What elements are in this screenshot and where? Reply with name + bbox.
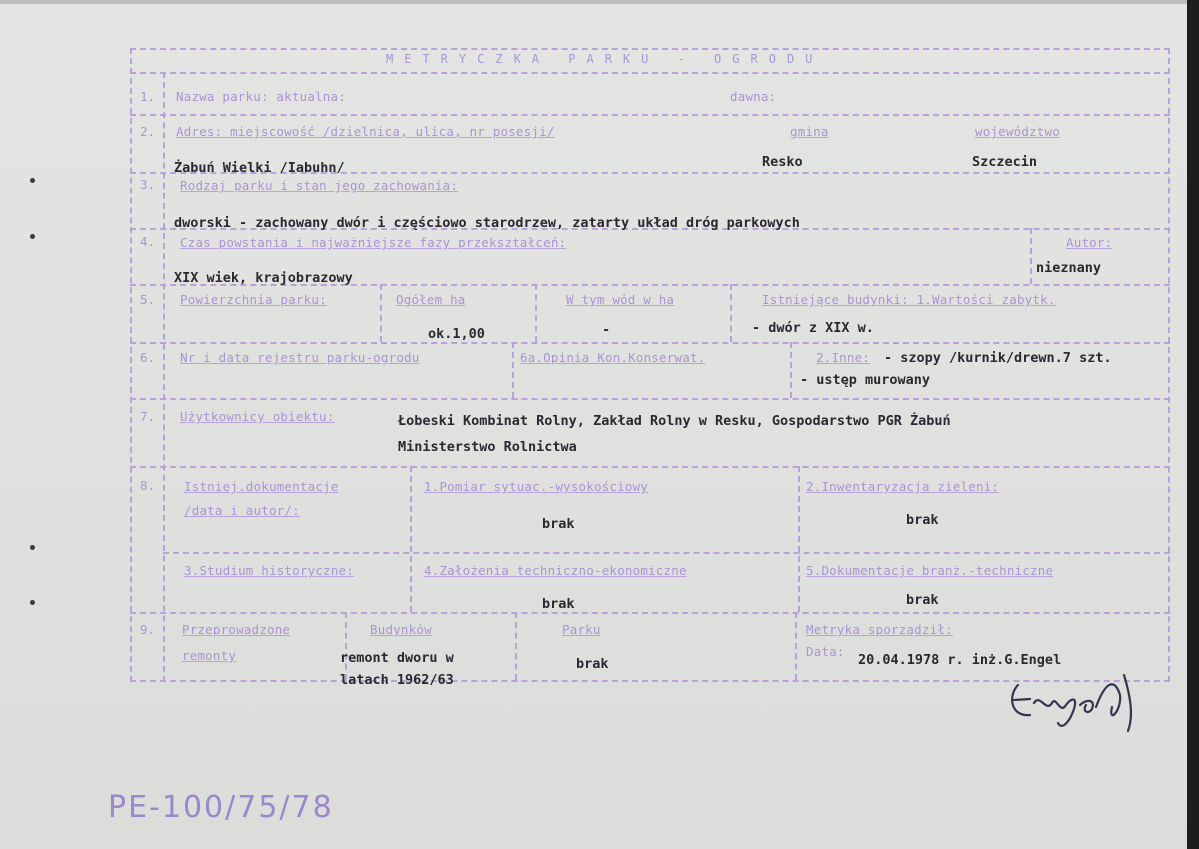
label-author: Autor: <box>1066 235 1113 250</box>
row-number: 5. <box>140 292 156 307</box>
label-documentation: Istniej.dokumentacje <box>184 479 339 494</box>
binder-hole <box>30 178 35 183</box>
label-voivodeship: województwo <box>975 124 1060 139</box>
value-greenery-inventory: brak <box>906 512 939 528</box>
value-gmina: Resko <box>762 154 803 170</box>
binder-hole <box>30 234 35 239</box>
value-tech-econ: brak <box>542 596 575 612</box>
cell-divider <box>790 342 792 398</box>
frame-left <box>130 48 132 682</box>
label-park-type: Rodzaj parku i stan jego zachowania: <box>180 178 459 193</box>
row-number: 8. <box>140 478 156 493</box>
row-line <box>130 114 1170 116</box>
row-line <box>130 466 1170 468</box>
number-column <box>163 72 165 682</box>
label-total-ha: Ogółem ha <box>396 292 466 307</box>
value-park-type: dworski - zachowany dwór i częściowo starodrzew, zatarty układ dróg parkowych <box>174 215 800 231</box>
label-greenery-inventory: 2.Inwentaryzacja zieleni: <box>806 479 1000 494</box>
label-prepared-by: Metryka sporządził: <box>806 622 953 637</box>
label-address: Adres: miejscowość /dzielnica, ulica, nr posesji/ <box>176 124 555 139</box>
label-users: Użytkownicy obiektu: <box>180 409 335 424</box>
value-buildings-repairs-2: latach 1962/63 <box>340 672 454 688</box>
row-number: 7. <box>140 409 156 424</box>
title-line <box>130 72 1170 74</box>
cell-divider <box>515 612 517 680</box>
right-edge-shadow <box>1187 0 1199 849</box>
cell-divider <box>798 466 800 612</box>
value-other-buildings-2: - ustęp murowany <box>800 372 931 388</box>
value-users-1: Łobeski Kombinat Rolny, Zakład Rolny w Resku, Gospodarstwo PGR Żabuń <box>398 413 951 429</box>
label-branch-docs: 5.Dokumentacje branż.-techniczne <box>806 563 1054 578</box>
value-water-ha: - <box>602 322 611 338</box>
label-former-name: dawna: <box>730 89 777 104</box>
row-line <box>163 552 1170 554</box>
label-survey: 1.Pomiar sytuac.-wysokościowy <box>424 479 649 494</box>
label-water-ha: W tym wód w ha <box>566 292 675 307</box>
binder-hole <box>30 600 35 605</box>
row-number: 9. <box>140 622 156 637</box>
value-existing-buildings: - dwór z XIX w. <box>752 320 874 336</box>
label-repairs: Przeprowadzone <box>182 622 291 637</box>
value-users-2: Ministerstwo Rolnictwa <box>398 439 577 455</box>
value-park-repairs: brak <box>576 656 609 672</box>
label-repairs-2: remonty <box>182 648 237 663</box>
row-line <box>130 342 1170 344</box>
label-park-name: Nazwa parku: aktualna: <box>176 89 346 104</box>
value-author: nieznany <box>1036 260 1102 276</box>
value-branch-docs: brak <box>906 592 939 608</box>
label-date: Data: <box>806 644 845 659</box>
label-gmina: gmina <box>790 124 829 139</box>
row-number: 1. <box>140 89 156 104</box>
cell-divider <box>410 466 412 612</box>
value-other-buildings-1: - szopy /kurnik/drewn.7 szt. <box>884 350 1112 366</box>
row-number: 4. <box>140 234 156 249</box>
form-title: METRYCZKA PARKU - OGRODU <box>386 52 824 66</box>
value-survey: brak <box>542 516 575 532</box>
row-number: 2. <box>140 124 156 139</box>
row-number: 6. <box>140 350 156 365</box>
cell-divider <box>1030 228 1032 284</box>
value-buildings-repairs-1: remont dworu w <box>340 650 454 666</box>
cell-divider <box>380 284 382 342</box>
frame-top <box>130 48 1170 50</box>
cell-divider <box>730 284 732 342</box>
value-creation-time: XIX wiek, krajobrazowy <box>174 270 353 286</box>
label-buildings-repairs: Budynków <box>370 622 432 637</box>
row-line <box>130 398 1170 400</box>
label-historical-study: 3.Studium historyczne: <box>184 563 354 578</box>
label-documentation-date: /data i autor/: <box>184 503 300 518</box>
binder-hole <box>30 545 35 550</box>
value-address: Żabuń Wielki /Iabuhn/ <box>174 160 345 176</box>
cell-divider <box>535 284 537 342</box>
label-tech-econ: 4.Założenia techniczno-ekonomiczne <box>424 563 687 578</box>
value-total-ha: ok.1,00 <box>428 326 485 342</box>
value-voivodeship: Szczecin <box>972 154 1038 170</box>
label-register: Nr i data rejestru parku-ogrodu <box>180 350 420 365</box>
cell-divider <box>345 612 347 680</box>
label-other-buildings: 2.Inne: <box>816 350 871 365</box>
cell-divider <box>795 612 797 680</box>
row-number: 3. <box>140 177 156 192</box>
label-park-repairs: Parku <box>562 622 601 637</box>
row-line <box>130 612 1170 614</box>
frame-right <box>1168 48 1170 682</box>
top-edge <box>0 0 1199 4</box>
value-date-author: 20.04.1978 r. inż.G.Engel <box>858 652 1062 668</box>
label-conservator-opinion: 6a.Opinia Kon.Konserwat. <box>520 350 706 365</box>
catalog-number: PE-100/75/78 <box>108 790 334 825</box>
label-existing-buildings: Istniejące budynki: 1.Wartości zabytk. <box>762 292 1056 307</box>
cell-divider <box>512 342 514 398</box>
label-park-area: Powierzchnia parku: <box>180 292 327 307</box>
label-creation-time: Czas powstania i najważniejsze fazy przekształceń: <box>180 235 567 250</box>
signature <box>1000 655 1170 735</box>
